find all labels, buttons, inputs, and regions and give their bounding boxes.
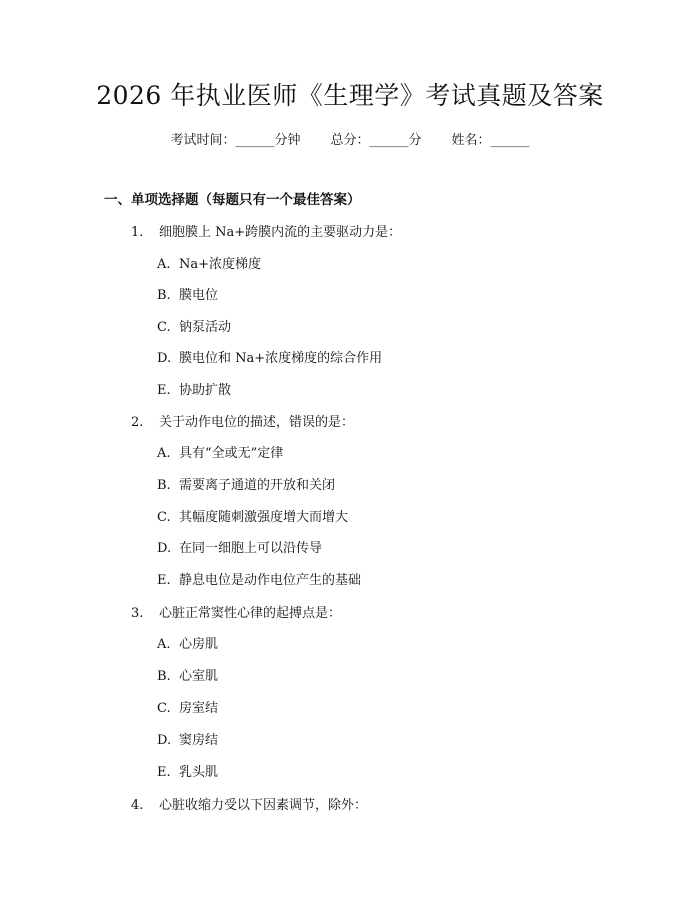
option-text: 静息电位是动作电位产生的基础	[179, 573, 362, 588]
option-text: 其幅度随刺激强度增大而增大	[179, 510, 349, 525]
q3-option-b	[157, 667, 218, 687]
q2-option-a	[157, 444, 283, 464]
q1-option-c	[157, 318, 231, 338]
q2-option-d	[157, 539, 322, 559]
question-text: 心脏收缩力受以下因素调节，除外：	[159, 798, 368, 813]
option-letter: C.	[157, 510, 171, 525]
q1-option-b	[157, 286, 218, 306]
section-heading: 一、单项选择题（每题只有一个最佳答案）	[104, 192, 361, 208]
q2-option-e	[157, 571, 361, 591]
question-3	[131, 604, 341, 624]
q1-option-a	[157, 255, 261, 275]
option-text: 膜电位	[179, 288, 219, 303]
option-text: 具有“全或无”定律	[179, 446, 284, 461]
exam-time-field: 考试时间：______分钟	[170, 133, 301, 148]
question-number: 1.	[131, 225, 144, 240]
question-text: 关于动作电位的描述，错误的是：	[159, 415, 355, 430]
option-text: Na+浓度梯度	[179, 257, 262, 272]
option-letter: D.	[157, 733, 172, 748]
q3-option-e	[157, 763, 218, 783]
q3-option-a	[157, 635, 218, 655]
option-letter: B.	[157, 669, 171, 684]
question-number: 3.	[131, 606, 144, 621]
q2-option-c	[157, 508, 348, 528]
option-text: 房室结	[179, 701, 219, 716]
option-text: 膜电位和 Na+浓度梯度的综合作用	[179, 351, 383, 366]
q1-option-d	[157, 349, 382, 369]
option-text: 窦房结	[179, 733, 219, 748]
option-letter: D.	[157, 541, 172, 556]
option-letter: C.	[157, 320, 171, 335]
total-score-field: 总分：______分	[330, 133, 422, 148]
question-4	[131, 796, 367, 816]
option-letter: E.	[157, 765, 171, 780]
option-text: 心室肌	[179, 669, 219, 684]
option-text: 需要离子通道的开放和关闭	[179, 478, 336, 493]
option-text: 心房肌	[179, 637, 219, 652]
option-letter: A.	[157, 257, 171, 272]
q3-option-c	[157, 699, 218, 719]
question-number: 2.	[131, 415, 144, 430]
q3-option-d	[157, 731, 218, 751]
option-letter: E.	[157, 383, 171, 398]
option-letter: A.	[157, 446, 171, 461]
option-letter: B.	[157, 288, 171, 303]
option-letter: C.	[157, 701, 171, 716]
question-number: 4.	[131, 798, 144, 813]
option-letter: D.	[157, 351, 172, 366]
option-letter: B.	[157, 478, 171, 493]
option-letter: E.	[157, 573, 171, 588]
option-letter: A.	[157, 637, 171, 652]
q2-option-b	[157, 476, 335, 496]
document-title: 2026 年执业医师《生理学》考试真题及答案	[96, 81, 604, 110]
question-text: 细胞膜上 Na+跨膜内流的主要驱动力是：	[159, 225, 402, 240]
exam-meta	[0, 131, 700, 151]
option-text: 在同一细胞上可以沿传导	[179, 541, 323, 556]
question-2	[131, 413, 354, 433]
option-text: 乳头肌	[179, 765, 219, 780]
option-text: 协助扩散	[179, 383, 232, 398]
name-field: 姓名：______	[451, 133, 530, 148]
question-1	[131, 223, 401, 243]
q1-option-e	[157, 381, 231, 401]
option-text: 钠泵活动	[179, 320, 232, 335]
question-text: 心脏正常窦性心律的起搏点是：	[159, 606, 342, 621]
